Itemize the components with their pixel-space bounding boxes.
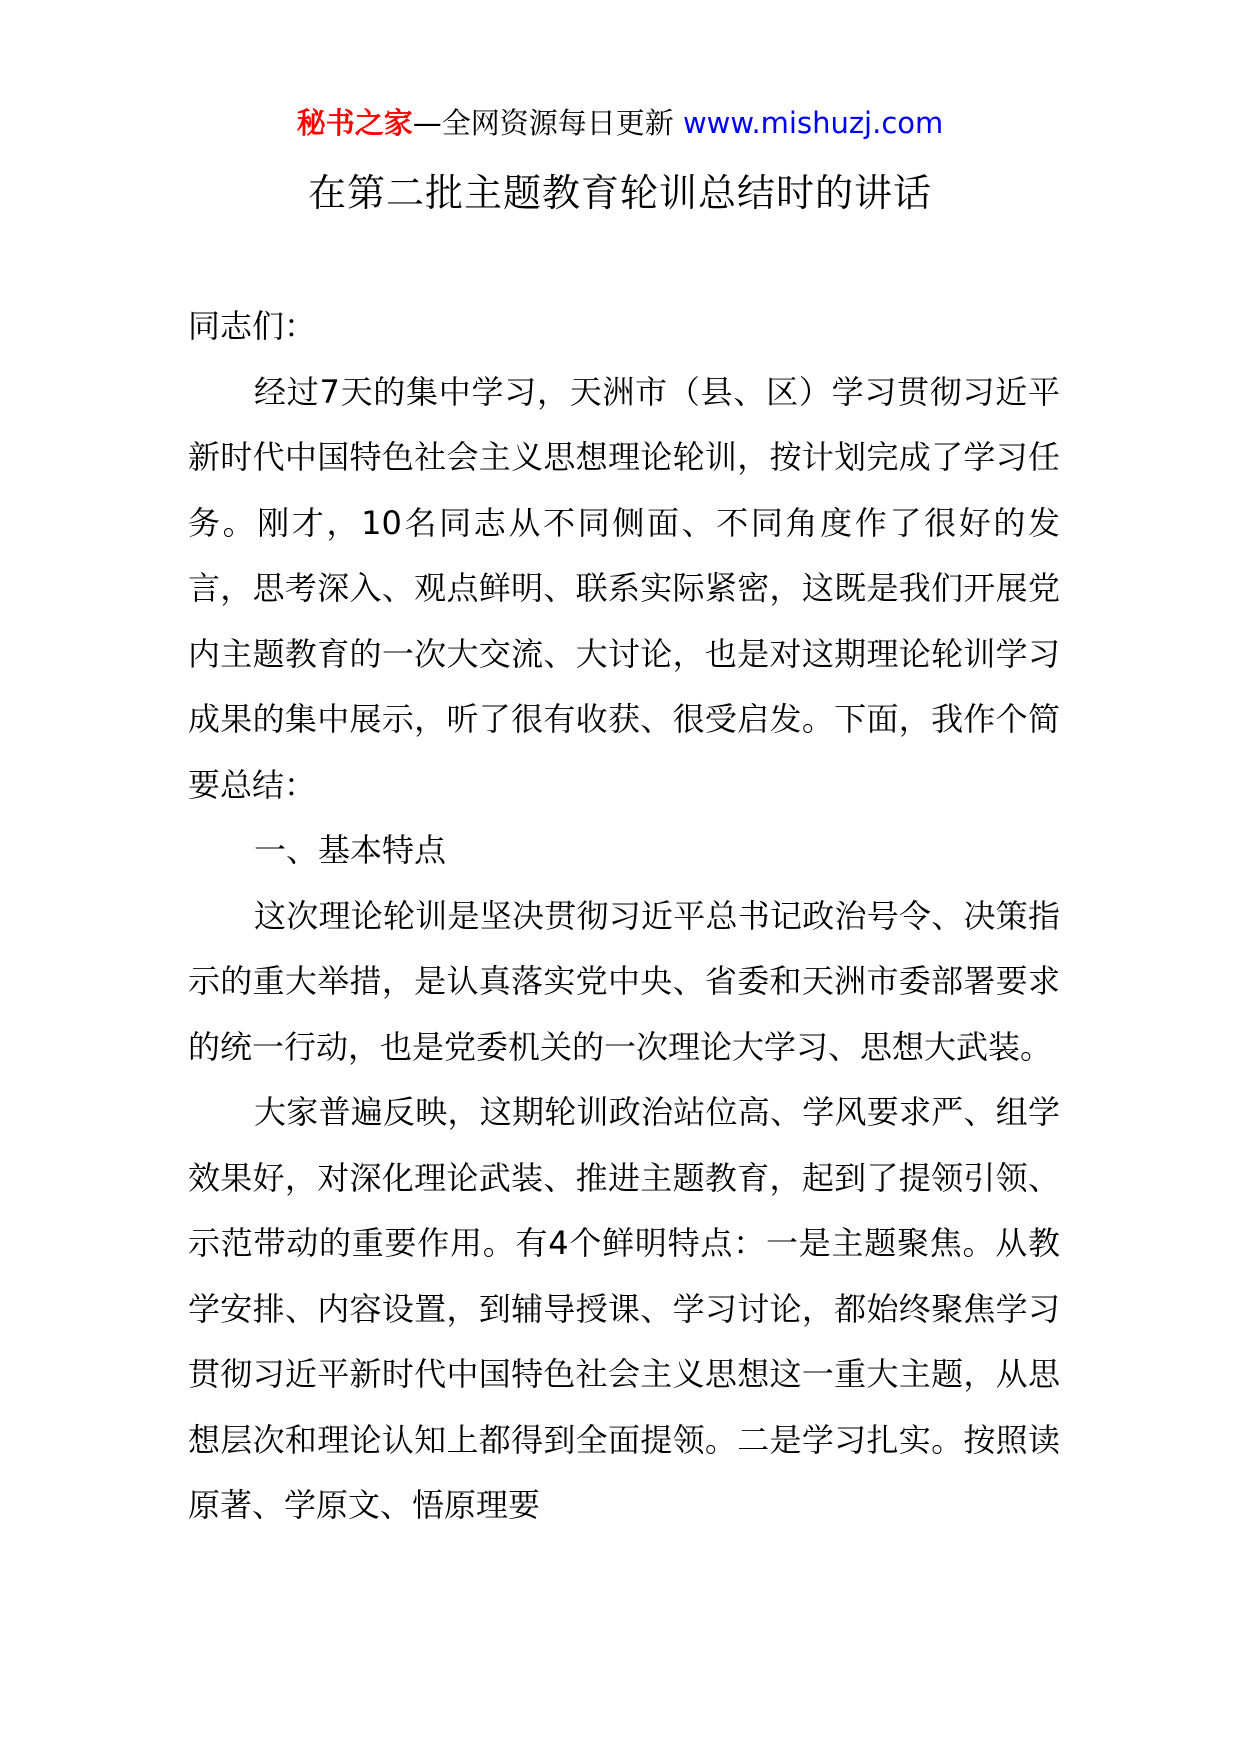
brand-name: 秘书之家 xyxy=(296,106,413,140)
site-url-link[interactable]: www.mishuzj.com xyxy=(682,106,944,140)
paragraph-significance: 这次理论轮训是坚决贯彻习近平总书记政治号令、决策指示的重大举措，是认真落实党中央、省委和天洲市委部署要求的统一行动，也是党委机关的一次理论大学习、思想大武装。 xyxy=(188,896,1060,1066)
header-slogan: —全网资源每日更新 xyxy=(412,106,674,140)
salutation: 同志们： xyxy=(188,307,317,345)
paragraph-intro: 经过7天的集中学习，天洲市（县、区）学习贯彻习近平新时代中国特色社会主义思想理论轮训，按计划完成了学习任务。刚才，10名同志从不同侧面、不同角度作了很好的发言，思考深入、观点鲜明、联系实际紧密，这既是我们开展党内主题教育的一次大交流、大讨论，也是对这期理论轮训学习成果的集中展示，听了很有收获、很受启发。下面，我作个简要总结： xyxy=(188,372,1060,804)
paragraph-features: 大家普遍反映，这期轮训政治站位高、学风要求严、组学效果好，对深化理论武装、推进主题教育，起到了提领引领、示范带动的重要作用。有4个鲜明特点：一是主题聚焦。从教学安排、内容设置，到辅导授课、学习讨论，都始终聚焦学习贯彻习近平新时代中国特色社会主义思想这一重大主题，从思想层次和理论认知上都得到全面提领。二是学习扎实。按照读原著、学原文、悟原理要 xyxy=(188,1093,1060,1524)
document-title: 在第二批主题教育轮训总结时的讲话 xyxy=(307,171,932,215)
document-body xyxy=(188,294,1060,1539)
section-heading: 一、基本特点 xyxy=(254,831,447,869)
site-header xyxy=(0,103,1240,143)
